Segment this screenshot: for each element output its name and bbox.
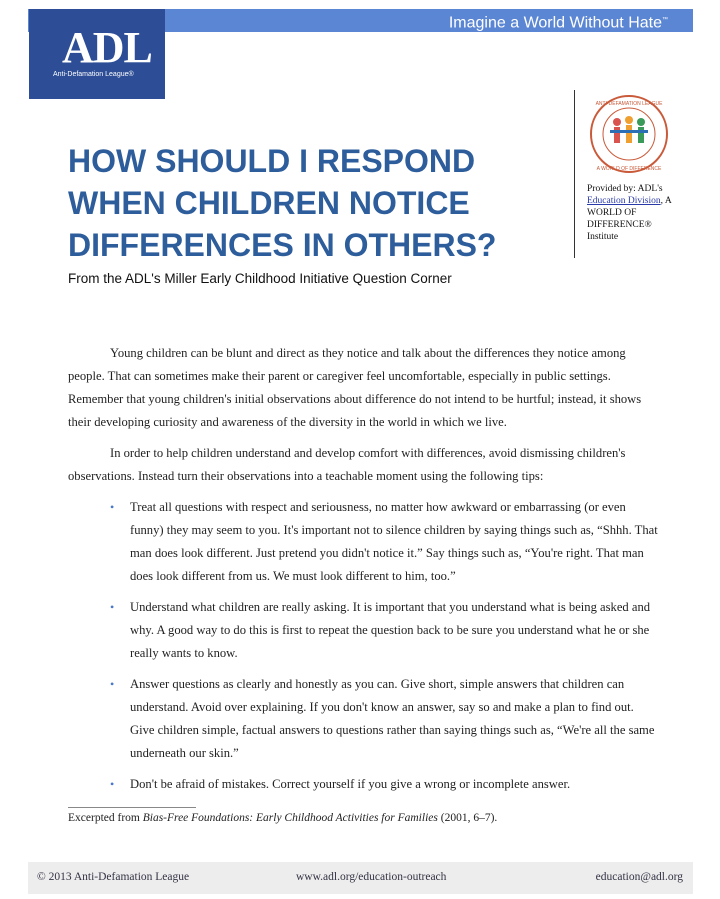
org-line2: DIFFERENCE®: [587, 220, 652, 230]
title-line3: DIFFERENCES IN OTHERS?: [68, 227, 497, 263]
tip-text: Understand what children are really asking. It is important that you understand what is being asked and why. A good way to do this is first to repeat the question back to be sure you understand what he or she really wants to know.: [130, 600, 651, 660]
list-item: [110, 673, 658, 765]
footnote-book-title: Bias-Free Foundations: Early Childhood Activities for Families: [142, 812, 438, 824]
footer-copyright: © 2013 Anti-Defamation League: [37, 871, 190, 883]
page-title: [68, 140, 568, 266]
provided-by-label: Provided by: ADL's: [587, 184, 663, 194]
org-line1: , A WORLD OF: [587, 196, 672, 218]
list-item: [110, 496, 658, 588]
footnote-divider: [68, 807, 196, 808]
svg-text:ANTI-DEFAMATION LEAGUE: ANTI-DEFAMATION LEAGUE: [595, 101, 663, 107]
bullet-icon: •: [110, 600, 115, 614]
page-footer: [28, 862, 693, 894]
tagline-text: Imagine a World Without Hate: [448, 14, 662, 32]
vertical-divider: [574, 90, 575, 258]
intro-paragraph: Young children can be blunt and direct as they notice and talk about the differences they notice among people. That can sometimes make their parent or caregiver feel uncomfortable, especially in public settings. Remember that young children's initial observations about difference do not intend to be hurtful; instead, it shows their developing curiosity and awareness of the diversity in the world in which we live.: [68, 346, 642, 429]
tips-intro-paragraph: In order to help children understand and develop comfort with differences, avoid dismissing children's observations. Instead turn their observations into a teachable moment using the following tips:: [68, 446, 626, 483]
footnote-suffix: (2001, 6–7).: [437, 812, 498, 824]
adl-logo-text: ADL: [62, 23, 152, 72]
tips-list: [68, 496, 658, 796]
footer-url-link[interactable]: www.adl.org/education-outreach: [296, 871, 447, 883]
footnote-prefix: Excerpted from: [68, 812, 143, 824]
article-body: [68, 342, 658, 804]
list-item: [110, 773, 658, 796]
trademark-mark: ™: [662, 17, 668, 23]
org-line3: Institute: [587, 232, 619, 242]
adl-logo-subtitle: Anti-Defamation League®: [53, 71, 134, 78]
bullet-icon: •: [110, 677, 115, 691]
tip-text: Treat all questions with respect and seriousness, no matter how awkward or embarrassing (or even funny) they may seem to you. It's important not to silence children by saying things such as, “Shhh. That man does look different. Just pretend you didn't notice it.” Say things such as, “You're right. That man does look different from us. We must look different to him, too.”: [130, 500, 658, 583]
education-division-link[interactable]: Education Division: [587, 196, 661, 206]
provided-by-note: [587, 183, 697, 243]
footer-email-link[interactable]: education@adl.org: [595, 871, 683, 883]
title-line1: HOW SHOULD I RESPOND: [68, 143, 476, 179]
bullet-icon: •: [110, 500, 115, 514]
title-line2: WHEN CHILDREN NOTICE: [68, 185, 470, 221]
tip-text: Answer questions as clearly and honestly as you can. Give short, simple answers that children can understand. Avoid over explaining. If you don't know an answer, say so and make a plan to find out. Give children simple, factual answers to questions rather than saying things such as, “We're all the same underneath our skin.”: [130, 677, 655, 760]
tip-text: Don't be afraid of mistakes. Correct yourself if you give a wrong or incomplete answer.: [130, 777, 571, 791]
tagline: [449, 9, 668, 32]
svg-text:A WORLD OF DIFFERENCE: A WORLD OF DIFFERENCE: [596, 166, 662, 172]
list-item: [110, 596, 658, 665]
bullet-icon: •: [110, 777, 115, 791]
world-of-difference-seal-icon: [584, 92, 674, 176]
page-subtitle: From the ADL's Miller Early Childhood Initiative Question Corner: [68, 271, 452, 286]
footnote: [68, 812, 497, 824]
